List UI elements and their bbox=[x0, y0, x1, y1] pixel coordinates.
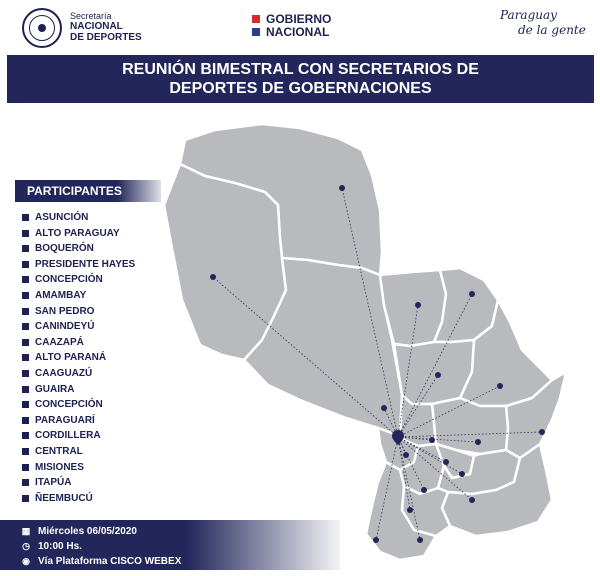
list-item: PARAGUARÍ bbox=[22, 413, 135, 429]
dot-paraguari bbox=[421, 487, 427, 493]
slogan-line2: de la gente bbox=[518, 23, 586, 37]
header bbox=[0, 0, 600, 52]
title-banner bbox=[7, 55, 594, 103]
date-row bbox=[20, 524, 137, 538]
dot-central bbox=[403, 452, 409, 458]
secretaria-line3: DE DEPORTES bbox=[70, 32, 142, 43]
list-item: CONCEPCIÓN bbox=[22, 272, 135, 288]
participants-title: PARTICIPANTES bbox=[15, 180, 161, 202]
event-time: 10:00 Hs. bbox=[38, 541, 82, 552]
list-item: CONCEPCIÓN bbox=[22, 397, 135, 413]
list-item: CENTRAL bbox=[22, 444, 135, 460]
banner-line1: REUNIÓN BIMESTRAL CON SECRETARIOS DE bbox=[122, 61, 479, 78]
event-platform: Vía Plataforma CISCO WEBEX bbox=[38, 556, 182, 567]
list-item: ITAPÚA bbox=[22, 475, 135, 491]
list-item: CANINDEYÚ bbox=[22, 319, 135, 335]
dot-presidente-hayes bbox=[381, 405, 387, 411]
list-item: ASUNCIÓN bbox=[22, 210, 135, 226]
list-item: SAN PEDRO bbox=[22, 304, 135, 320]
dot-itapua bbox=[469, 497, 475, 503]
list-item: ALTO PARANÁ bbox=[22, 350, 135, 366]
banner-line2: DEPORTES DE GOBERNACIONES bbox=[169, 80, 432, 97]
platform-row bbox=[20, 554, 181, 568]
calendar-icon: ▦ bbox=[21, 526, 31, 536]
gobierno-line1: GOBIERNO bbox=[266, 12, 332, 26]
list-item: GUAIRA bbox=[22, 382, 135, 398]
participants-list bbox=[22, 210, 135, 506]
list-item: PRESIDENTE HAYES bbox=[22, 257, 135, 273]
list-item: AMAMBAY bbox=[22, 288, 135, 304]
dot-cordillera bbox=[429, 437, 435, 443]
event-date: Miércoles 06/05/2020 bbox=[38, 526, 137, 537]
list-item: BOQUERÓN bbox=[22, 241, 135, 257]
dot-boqueron bbox=[210, 274, 216, 280]
flag-blue-square bbox=[252, 28, 260, 36]
flag-red-square bbox=[252, 15, 260, 23]
list-item: CAAGUAZÚ bbox=[22, 366, 135, 382]
list-item: CORDILLERA bbox=[22, 428, 135, 444]
dot-amambay bbox=[469, 291, 475, 297]
list-item: ÑEEMBUCÚ bbox=[22, 491, 135, 507]
dot-alto-paraguay bbox=[339, 185, 345, 191]
dot-neembucu bbox=[373, 537, 379, 543]
slogan-line1: Paraguay bbox=[500, 8, 557, 22]
dot-caaguazu bbox=[475, 439, 481, 445]
clock-icon: ◷ bbox=[22, 541, 30, 551]
globe-icon: ◉ bbox=[22, 556, 30, 566]
national-seal-icon bbox=[22, 8, 62, 48]
dot-misiones bbox=[407, 507, 413, 513]
dot-san-pedro bbox=[435, 372, 441, 378]
paraguay-slogan-logo bbox=[500, 8, 590, 38]
gobierno-line2: NACIONAL bbox=[266, 25, 330, 39]
dot-misiones-south bbox=[417, 537, 423, 543]
secretaria-logo bbox=[70, 11, 142, 43]
dot-canindeyu bbox=[497, 383, 503, 389]
list-item: ALTO PARAGUAY bbox=[22, 226, 135, 242]
list-item: MISIONES bbox=[22, 460, 135, 476]
dot-concepcion bbox=[415, 302, 421, 308]
dot-guaira bbox=[443, 459, 449, 465]
time-row bbox=[20, 539, 82, 553]
secretaria-line1: Secretaría bbox=[70, 11, 112, 21]
dot-caazapa bbox=[459, 471, 465, 477]
event-details bbox=[0, 520, 340, 570]
secretaria-line2: NACIONAL bbox=[70, 21, 123, 32]
dot-alto-parana bbox=[539, 429, 545, 435]
list-item: CAAZAPÁ bbox=[22, 335, 135, 351]
